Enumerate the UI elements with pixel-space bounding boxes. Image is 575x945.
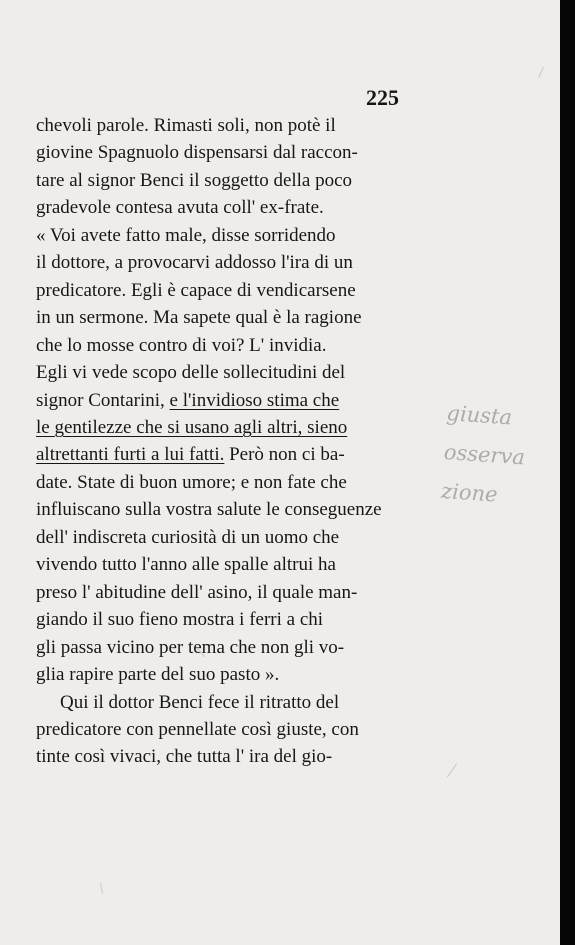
- text-line-1: [36, 112, 428, 139]
- text-segment: Qui il dottor Benci fece il ritratto del: [60, 691, 340, 713]
- text-segment: che lo mosse contro di voi? L' invidia.: [36, 334, 327, 356]
- text-segment: preso l' abitudine dell' asino, il quale man-: [36, 581, 358, 603]
- text-line-15: [36, 496, 428, 523]
- text-line-5: [36, 222, 428, 249]
- text-segment: predicatore. Egli è capace di vendicarsene: [36, 279, 356, 301]
- text-line-4: [36, 194, 428, 221]
- text-line-21: [36, 661, 428, 688]
- underlined-text-segment: e l'invidioso stima che: [169, 389, 340, 411]
- text-segment: il dottore, a provocarvi addosso l'ira di un: [36, 252, 353, 274]
- text-line-20: [36, 634, 428, 661]
- text-segment: Però non ci ba-: [224, 444, 345, 466]
- text-line-2: [36, 139, 428, 166]
- pencil-mark-icon: [538, 67, 544, 78]
- text-line-16: [36, 524, 428, 551]
- text-line-9: [36, 332, 428, 359]
- text-segment: gradevole contesa avuta coll' ex-frate.: [36, 197, 324, 219]
- text-line-17: [36, 551, 428, 578]
- text-line-19: [36, 606, 428, 633]
- pencil-mark-icon: [447, 764, 457, 778]
- page-number: 225: [366, 85, 399, 110]
- text-line-24: [36, 743, 428, 770]
- text-segment: Egli vi vede scopo delle sollecitudini del: [36, 362, 346, 384]
- text-line-11: [36, 387, 428, 414]
- text-segment: chevoli parole. Rimasti soli, non potè il: [36, 115, 336, 136]
- text-segment: influiscano sulla vostra salute le conseguenze: [36, 499, 382, 521]
- text-segment: giovine Spagnuolo dispensarsi dal raccon-: [36, 142, 358, 164]
- page-text: [36, 112, 428, 771]
- text-line-8: [36, 304, 428, 331]
- text-segment: in un sermone. Ma sapete qual è la ragione: [36, 307, 362, 329]
- text-segment: date. State di buon umore; e non fate che: [36, 471, 347, 493]
- text-segment: tare al signor Benci il soggetto della poco: [36, 169, 353, 191]
- text-line-18: [36, 579, 428, 606]
- text-line-23: [36, 716, 428, 743]
- text-line-10: [36, 359, 428, 386]
- text-line-7: [36, 277, 428, 304]
- text-segment: giando il suo fieno mostra i ferri a chi: [36, 609, 324, 631]
- text-line-22: [36, 689, 428, 716]
- underlined-text-segment: altrettanti furti a lui fatti.: [36, 444, 225, 466]
- text-line-13: [36, 441, 428, 468]
- annotation-line: zione: [440, 478, 499, 507]
- annotation-line: osserva: [443, 439, 526, 470]
- text-segment: dell' indiscreta curiosità di un uomo che: [36, 526, 340, 548]
- handwritten-margin-annotation: [440, 394, 560, 519]
- text-segment: « Voi avete fatto male, disse sorridendo: [36, 224, 336, 246]
- underlined-text-segment: le gentilezze che si usano agli altri, sieno: [36, 416, 348, 438]
- annotation-line: giusta: [445, 400, 513, 430]
- pencil-mark-icon: [100, 883, 103, 894]
- text-line-14: [36, 469, 428, 496]
- text-line-6: [36, 249, 428, 276]
- text-segment: signor Contarini,: [36, 389, 170, 411]
- text-segment: tinte così vivaci, che tutta l' ira del gio-: [36, 746, 333, 768]
- text-segment: vivendo tutto l'anno alle spalle altrui ha: [36, 554, 336, 576]
- dark-book-edge: [560, 0, 575, 945]
- text-line-3: [36, 167, 428, 194]
- text-line-12-underlined: [36, 414, 428, 441]
- text-segment: predicatore con pennellate così giuste, con: [36, 718, 359, 740]
- text-segment: gli passa vicino per tema che non gli vo-: [36, 636, 345, 658]
- text-segment: glia rapire parte del suo pasto ».: [36, 664, 280, 686]
